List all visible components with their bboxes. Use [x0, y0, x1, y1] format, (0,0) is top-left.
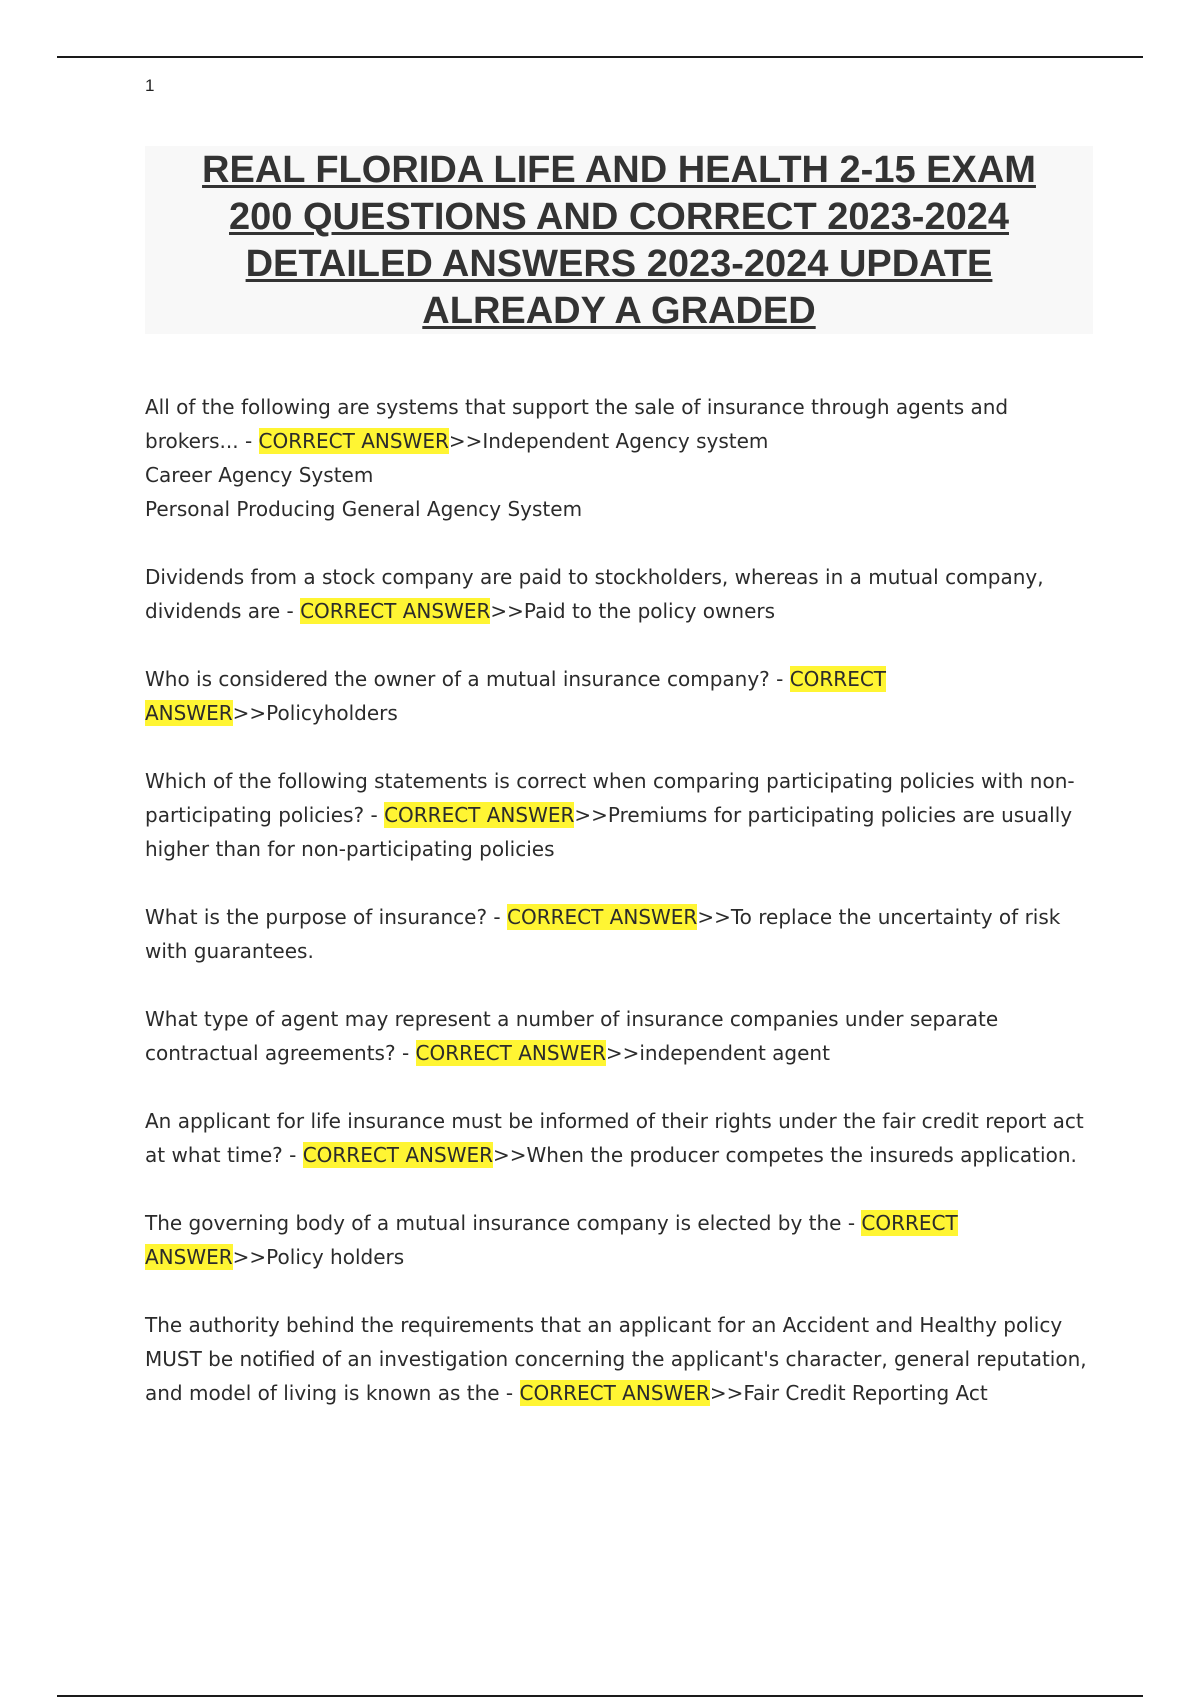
- correct-answer-highlight: CORRECT ANSWER: [145, 667, 887, 725]
- qa-text: [145, 1104, 1095, 1172]
- title-line: DETAILED ANSWERS 2023-2024 UPDATE: [245, 243, 993, 285]
- qa-text: [145, 1002, 1095, 1070]
- qa-list: [145, 390, 1095, 1444]
- title-block: [145, 146, 1093, 334]
- qa-item: [145, 390, 1095, 526]
- question-text: What is the purpose of insurance? -: [145, 905, 507, 929]
- qa-item: [145, 1206, 1095, 1274]
- answer-text: >>Independent Agency system: [448, 429, 769, 453]
- answer-text: >>When the producer competes the insureds application.: [493, 1143, 1077, 1167]
- document-title: [145, 146, 1093, 335]
- question-text: The authority behind the requirements that an applicant for an Accident and Healthy policy MUST be notified of an investigation concerning the applicant's character, general reputation, and model of living is known as the -: [145, 1313, 1087, 1405]
- qa-item: [145, 764, 1095, 866]
- question-text: All of the following are systems that support the sale of insurance through agents and brokers... -: [145, 395, 1009, 453]
- qa-item: [145, 1308, 1095, 1410]
- correct-answer-highlight: CORRECT ANSWER: [519, 1381, 710, 1405]
- top-rule: [57, 56, 1143, 58]
- qa-item: [145, 662, 1095, 730]
- bottom-rule: [57, 1695, 1143, 1697]
- question-text: Which of the following statements is correct when comparing participating policies with non-participating policies? -: [145, 769, 1075, 827]
- qa-item: [145, 900, 1095, 968]
- correct-answer-highlight: CORRECT ANSWER: [300, 599, 491, 623]
- page-number: 1: [145, 76, 155, 95]
- question-text: Dividends from a stock company are paid to stockholders, whereas in a mutual company, dividends are -: [145, 565, 1044, 623]
- answer-text: >>Premiums for participating policies are usually higher than for non-participating policies: [145, 803, 1073, 861]
- qa-item: [145, 1104, 1095, 1172]
- answer-text: >>Policyholders: [232, 701, 398, 725]
- answer-text: >>independent agent: [605, 1041, 830, 1065]
- correct-answer-highlight: CORRECT ANSWER: [415, 1041, 606, 1065]
- qa-item: [145, 560, 1095, 628]
- answer-text: >>Policy holders: [232, 1245, 405, 1269]
- qa-text: [145, 1206, 1095, 1274]
- correct-answer-highlight: CORRECT ANSWER: [145, 1211, 958, 1269]
- qa-item: [145, 1002, 1095, 1070]
- answer-text: >>Fair Credit Reporting Act: [709, 1381, 988, 1405]
- correct-answer-highlight: CORRECT ANSWER: [258, 429, 449, 453]
- question-text: Who is considered the owner of a mutual insurance company? -: [145, 667, 790, 691]
- qa-text: [145, 390, 1095, 458]
- qa-text: [145, 900, 1095, 968]
- qa-text: [145, 662, 1095, 730]
- qa-text: [145, 560, 1095, 628]
- qa-text: [145, 764, 1095, 866]
- answer-extra-line: Career Agency System: [145, 463, 374, 487]
- title-line: 200 QUESTIONS AND CORRECT 2023-2024: [229, 196, 1009, 238]
- correct-answer-highlight: CORRECT ANSWER: [384, 803, 575, 827]
- answer-text: >>Paid to the policy owners: [490, 599, 776, 623]
- answer-extra-line: Personal Producing General Agency System: [145, 497, 583, 521]
- title-line: ALREADY A GRADED: [422, 290, 816, 332]
- title-line: REAL FLORIDA LIFE AND HEALTH 2-15 EXAM: [202, 149, 1036, 191]
- correct-answer-highlight: CORRECT ANSWER: [302, 1143, 494, 1167]
- question-text: An applicant for life insurance must be informed of their rights under the fair credit report act at what time? -: [145, 1109, 1084, 1167]
- answer-text: >>To replace the uncertainty of risk with guarantees.: [145, 905, 1061, 963]
- question-text: The governing body of a mutual insurance company is elected by the -: [145, 1211, 862, 1235]
- qa-text: [145, 1308, 1095, 1410]
- correct-answer-highlight: CORRECT ANSWER: [507, 905, 698, 929]
- question-text: What type of agent may represent a number of insurance companies under separate contractual agreements? -: [145, 1007, 999, 1065]
